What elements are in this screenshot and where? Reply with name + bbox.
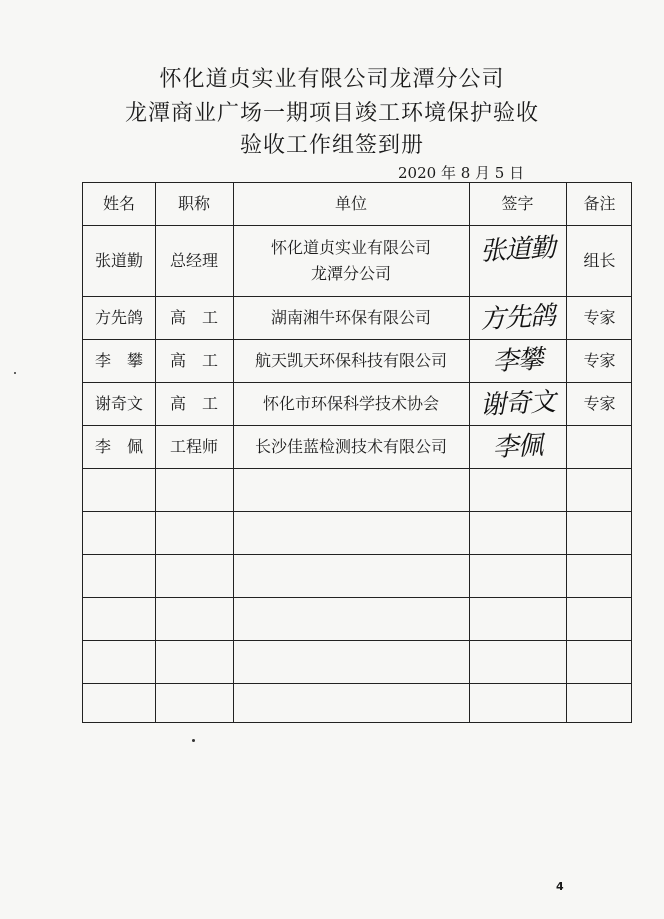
scan-speck bbox=[192, 739, 195, 742]
row5-note bbox=[566, 425, 633, 468]
row2-signature: 方先鸽 bbox=[479, 300, 556, 335]
document-title-register: 验收工作组签到册 bbox=[239, 133, 424, 158]
row2-name: 方先鸽 bbox=[94, 307, 143, 327]
row2-unit: 湖南湘牛环保有限公司 bbox=[270, 307, 431, 327]
header-unit: 单位 bbox=[334, 194, 367, 213]
row3-note: 专家 bbox=[583, 350, 616, 370]
header-signature: 签字 bbox=[501, 194, 534, 213]
row3-unit: 航天凯天环保科技有限公司 bbox=[254, 350, 447, 370]
row2-note: 专家 bbox=[583, 307, 616, 327]
row3-name: 李 攀 bbox=[94, 350, 143, 370]
sign-in-date: 2020 年 8 月 5 日 bbox=[398, 164, 525, 182]
row5-title: 工程师 bbox=[169, 436, 218, 456]
row1-note: 组长 bbox=[583, 250, 616, 270]
row4-title: 高 工 bbox=[169, 393, 218, 413]
row1-name: 张道勤 bbox=[94, 250, 143, 270]
sign-in-table bbox=[82, 182, 632, 723]
document-title-company: 怀化道贞实业有限公司龙潭分公司 bbox=[159, 67, 505, 92]
row1-unit-line2: 龙潭分公司 bbox=[310, 263, 391, 283]
row1-unit-line1: 怀化道贞实业有限公司 bbox=[270, 237, 431, 257]
header-note: 备注 bbox=[583, 194, 616, 213]
row4-signature: 谢奇文 bbox=[479, 386, 556, 421]
page-number: 4 bbox=[556, 880, 564, 893]
scan-speck bbox=[14, 372, 16, 374]
row1-unit bbox=[233, 225, 469, 296]
header-name: 姓名 bbox=[102, 194, 135, 213]
row5-name: 李 佩 bbox=[94, 436, 143, 456]
header-title: 职称 bbox=[177, 194, 210, 213]
row4-note: 专家 bbox=[583, 393, 616, 413]
row3-signature: 李攀 bbox=[491, 344, 544, 377]
document-title-project: 龙潭商业广场一期项目竣工环境保护验收 bbox=[124, 101, 539, 126]
row5-unit: 长沙佳蓝检测技术有限公司 bbox=[254, 436, 447, 456]
row4-name: 谢奇文 bbox=[94, 393, 143, 413]
row1-title: 总经理 bbox=[169, 250, 218, 270]
row2-title: 高 工 bbox=[169, 307, 218, 327]
row4-unit: 怀化市环保科学技术协会 bbox=[262, 393, 439, 413]
row1-signature: 张道勤 bbox=[479, 233, 556, 267]
row3-title: 高 工 bbox=[169, 350, 218, 370]
row5-signature: 李佩 bbox=[491, 430, 544, 463]
